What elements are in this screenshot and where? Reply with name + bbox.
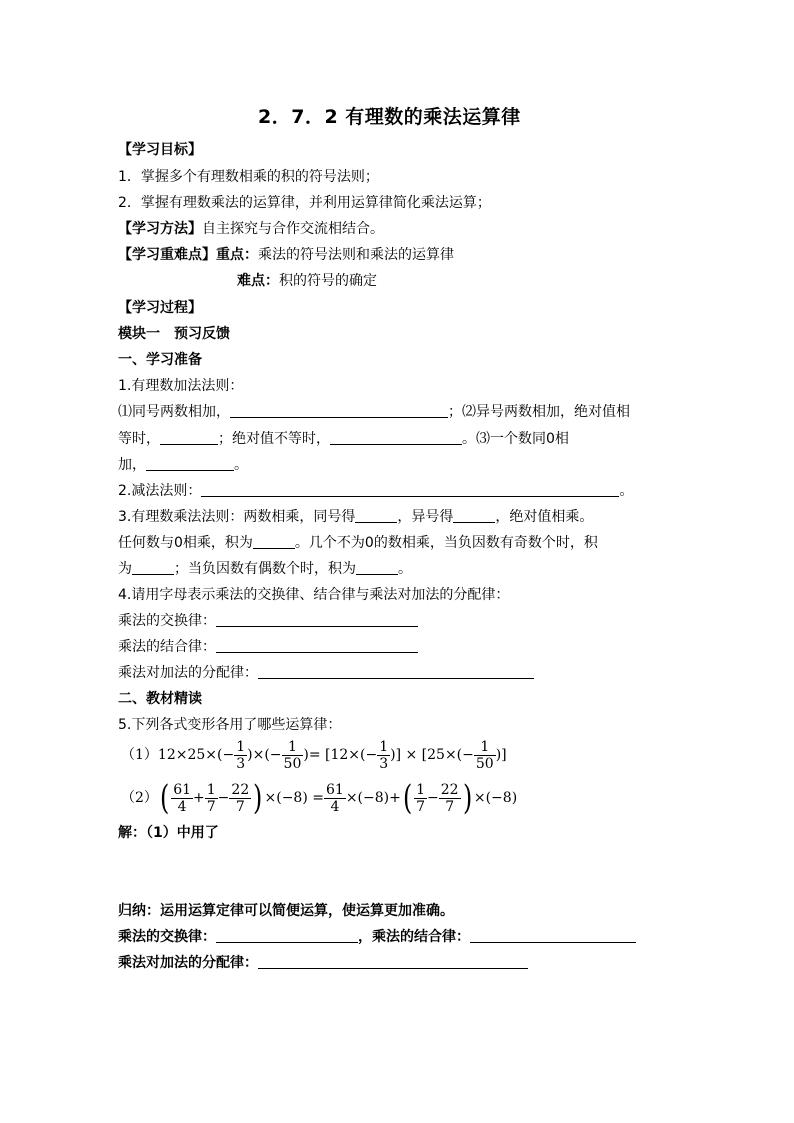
expr-text: )= [12×(−: [303, 747, 378, 763]
q5-intro: 5.下列各式变形各用了哪些运算律：: [118, 717, 342, 733]
left-paren: (: [159, 778, 170, 818]
q3-text: ；当负因数有偶数个时，积为: [174, 561, 356, 577]
fraction: $\frac{1}{3}$: [236, 738, 246, 772]
q1-text: 。⑶一个数同0相: [462, 431, 569, 447]
q5-answer: 解：（1）中用了: [118, 825, 219, 841]
q1-text: 。: [234, 457, 248, 473]
q2-line: [118, 481, 633, 501]
q1-line3: [118, 455, 248, 475]
q3-text: ，绝对值相乘。: [495, 509, 594, 525]
method-line: [118, 219, 384, 239]
q1-line1: [118, 402, 630, 422]
expr-text: 12×25×(−: [157, 747, 235, 763]
keypoints-line: [118, 245, 454, 265]
blank-field[interactable]: [216, 928, 358, 943]
fraction: $\frac{1}{3}$: [379, 738, 389, 772]
q4-distributive: [118, 663, 534, 683]
blank-field[interactable]: [470, 928, 636, 943]
summary-distributive: [118, 953, 528, 973]
expr-label: （2）: [121, 790, 158, 806]
operator: +: [193, 790, 205, 806]
blank-field[interactable]: [201, 482, 619, 497]
q3-text: 。几个不为0的数相乘，当负因数有奇数个时，积: [294, 535, 598, 551]
expr-text: )] × [25×(−: [390, 747, 474, 763]
goal-item-2: 2．掌握有理数乘法的运算律，并利用运算律简化乘法运算；: [118, 195, 491, 211]
keypoints-label: 【学习重难点】: [118, 247, 216, 263]
blank-field[interactable]: [330, 430, 462, 445]
summary-laws: [118, 927, 636, 947]
q1-text: ⑴同号两数相加，: [118, 404, 230, 420]
expr-text: ×(−8) =: [264, 790, 324, 806]
q1-text: ；绝对值不等时，: [218, 431, 330, 447]
process-header: 【学习过程】: [118, 300, 202, 316]
blank-field[interactable]: [453, 508, 495, 523]
expr-text: ×(−8)+: [345, 790, 401, 806]
q4-label: 乘法的结合律：: [118, 639, 216, 655]
summary-label: 乘法对加法的分配律：: [118, 955, 258, 971]
expr-text: ×(−8): [473, 790, 518, 806]
focus-text: 乘法的符号法则和乘法的运算律: [258, 247, 454, 263]
blank-field[interactable]: [355, 508, 397, 523]
q1-text: ；⑵异号两数相加，绝对值相: [448, 404, 630, 420]
q3-line3: [118, 559, 412, 579]
q4-label: 乘法的交换律：: [118, 613, 216, 629]
q2-text: 。: [619, 483, 634, 499]
difficulty-text: 积的符号的确定: [279, 273, 377, 289]
method-label: 【学习方法】: [118, 221, 202, 237]
goal-item-1: 1．掌握多个有理数相乘的积的符号法则；: [118, 169, 379, 185]
operator: −: [217, 790, 230, 806]
q2-text: 2.减法法则：: [118, 483, 202, 499]
blank-field[interactable]: [146, 456, 234, 471]
fraction: $\frac{22}{7}$: [231, 781, 250, 815]
section1-title: 一、学习准备: [118, 352, 202, 368]
expr-text: )]: [495, 747, 507, 763]
blank-field[interactable]: [253, 534, 295, 549]
q3-text: 任何数与0相乘，积为: [118, 535, 253, 551]
blank-field[interactable]: [132, 560, 174, 575]
q4-intro: 4.请用字母表示乘法的交换律、结合律与乘法对加法的分配律：: [118, 587, 510, 603]
fraction: $\frac{61}{4}$: [325, 781, 344, 815]
left-paren: (: [402, 778, 413, 818]
summary-line: 归纳：运用运算定律可以简便运算，使运算更加准确。: [118, 903, 454, 919]
blank-field[interactable]: [258, 664, 534, 679]
q1-line2: [118, 429, 569, 449]
q1-text: 等时，: [118, 431, 160, 447]
q4-commutative: [118, 611, 418, 631]
summary-label: ，乘法的结合律：: [358, 929, 470, 945]
blank-field[interactable]: [160, 430, 218, 445]
focus-label: 重点：: [216, 247, 258, 263]
q1-intro: 1.有理数加法法则：: [118, 378, 244, 394]
blank-field[interactable]: [356, 560, 398, 575]
q3-text: 3.有理数乘法法则：两数相乘，同号得: [118, 509, 356, 525]
q3-text: 。: [398, 561, 412, 577]
right-paren: ): [253, 778, 263, 818]
fraction: $\frac{1}{7}$: [206, 781, 216, 815]
fraction: $\frac{22}{7}$: [440, 781, 459, 815]
q3-text: 为: [118, 561, 132, 577]
section2-title: 二、教材精读: [118, 691, 202, 707]
expr-text: )×(−: [247, 747, 282, 763]
q4-associative: [118, 637, 418, 657]
fraction: $\frac{1}{7}$: [416, 781, 426, 815]
difficulty-label: 难点：: [237, 273, 279, 289]
summary-label: 乘法的交换律：: [118, 929, 216, 945]
operator: −: [427, 790, 439, 806]
fraction: $\frac{1}{50}$: [475, 738, 494, 772]
q4-label: 乘法对加法的分配律：: [118, 665, 258, 681]
q1-text: 加，: [118, 457, 146, 473]
module1-title: 模块一 预习反馈: [118, 326, 230, 342]
q3-text: ，异号得: [397, 509, 454, 525]
blank-field[interactable]: [230, 403, 448, 418]
difficulty-line: [237, 271, 377, 291]
fraction: $\frac{1}{50}$: [283, 738, 302, 772]
q3-line2: [118, 533, 598, 553]
q3-line1: [118, 507, 593, 527]
goals-header: 【学习目标】: [118, 142, 202, 158]
blank-field[interactable]: [216, 638, 418, 653]
blank-field[interactable]: [216, 612, 418, 627]
fraction: $\frac{61}{4}$: [173, 781, 192, 815]
q5-expression-2: [121, 778, 517, 818]
expr-label: （1）: [121, 747, 158, 763]
right-paren: ): [462, 778, 472, 818]
page-title: 2．7．2 有理数的乘法运算律: [258, 106, 521, 128]
blank-field[interactable]: [258, 954, 528, 969]
q5-expression-1: [121, 735, 507, 775]
method-text: 自主探究与合作交流相结合。: [202, 221, 384, 237]
